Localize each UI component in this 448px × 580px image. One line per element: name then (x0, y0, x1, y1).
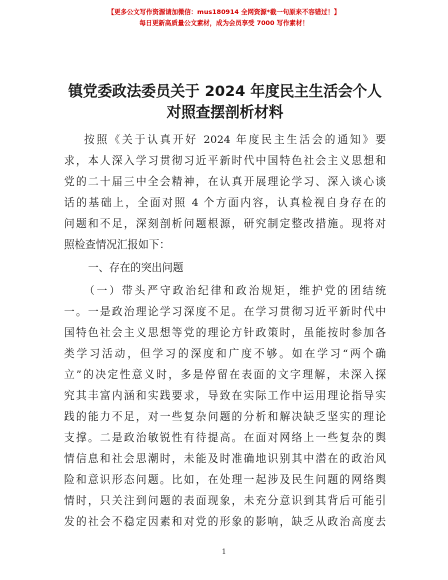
paragraph-line: 情信息和社会思潮时，未能及时准确地识别其中潜在的政治风 (64, 453, 386, 465)
paragraph-line: 情时，只关注到问题的表面现象，未充分意识到其背后可能引 (64, 495, 386, 507)
paragraph-line: 支撑。二是政治敏锐性有待提高。在面对网络上一些复杂的舆 (64, 432, 386, 444)
promo-banner-line-2: 每日更新高质量公文素材，成为会员享受 7000 写作素材！ (139, 19, 309, 27)
paragraph-line: 立”的决定性意义时，多是停留在表面的文字理解，未深入探 (64, 369, 386, 381)
paragraph-line: 践的能力不足，对一些复杂问题的分析和解决缺乏坚实的理论 (64, 411, 386, 423)
paragraph-line: 究其丰富内涵和实践要求，导致在实际工作中运用理论指导实 (64, 390, 386, 402)
paragraph-line: 险和意识形态问题。比如，在处理一起涉及民生问题的网络舆 (64, 474, 386, 486)
paragraph-line: 类学习活动，但学习的深度和广度不够。如在学习“两个确 (64, 348, 386, 360)
promo-banner-line-1: 【更多公文写作资源请加微信：mus180914 全网资源*截一句原来不容错过！】 (107, 8, 341, 16)
paragraph-line: 照检查情况汇报如下： (64, 239, 170, 251)
paragraph-line: 党的二十届三中全会精神，在认真开展理论学习、深入谈心谈 (64, 176, 386, 188)
paragraph-line: 一。一是政治理论学习深度不足。在学习贯彻习近平新时代中 (64, 306, 386, 318)
paragraph-line: 求，本人深入学习贯彻习近平新时代中国特色社会主义思想和 (64, 155, 386, 167)
paragraph-line: 发的社会不稳定因素和对党的形象的影响，缺乏从政治高度去 (64, 516, 386, 528)
paragraph-line: 话的基础上，全面对照 4 个方面内容，认真检视自身存在的 (64, 197, 386, 209)
paragraph-line: 国特色社会主义思想等党的理论方针政策时，虽能按时参加各 (64, 327, 386, 339)
document-title-line-1: 镇党委政法委员关于 2024 年度民主生活会个人 (68, 83, 382, 100)
page-number: 1 (221, 548, 227, 556)
section-heading: 一、存在的突出问题 (88, 262, 184, 274)
paragraph-line: （一）带头严守政治纪律和政治规矩，维护党的团结统 (84, 285, 386, 297)
document-title-line-2: 对照查摆剖析材料 (166, 104, 284, 121)
paragraph-line: 问题和不足，深刻剖析问题根源，研究制定整改措施。现将对 (64, 218, 386, 230)
paragraph-line: 按照《关于认真开好 2024 年度民主生活会的通知》要 (84, 134, 386, 146)
